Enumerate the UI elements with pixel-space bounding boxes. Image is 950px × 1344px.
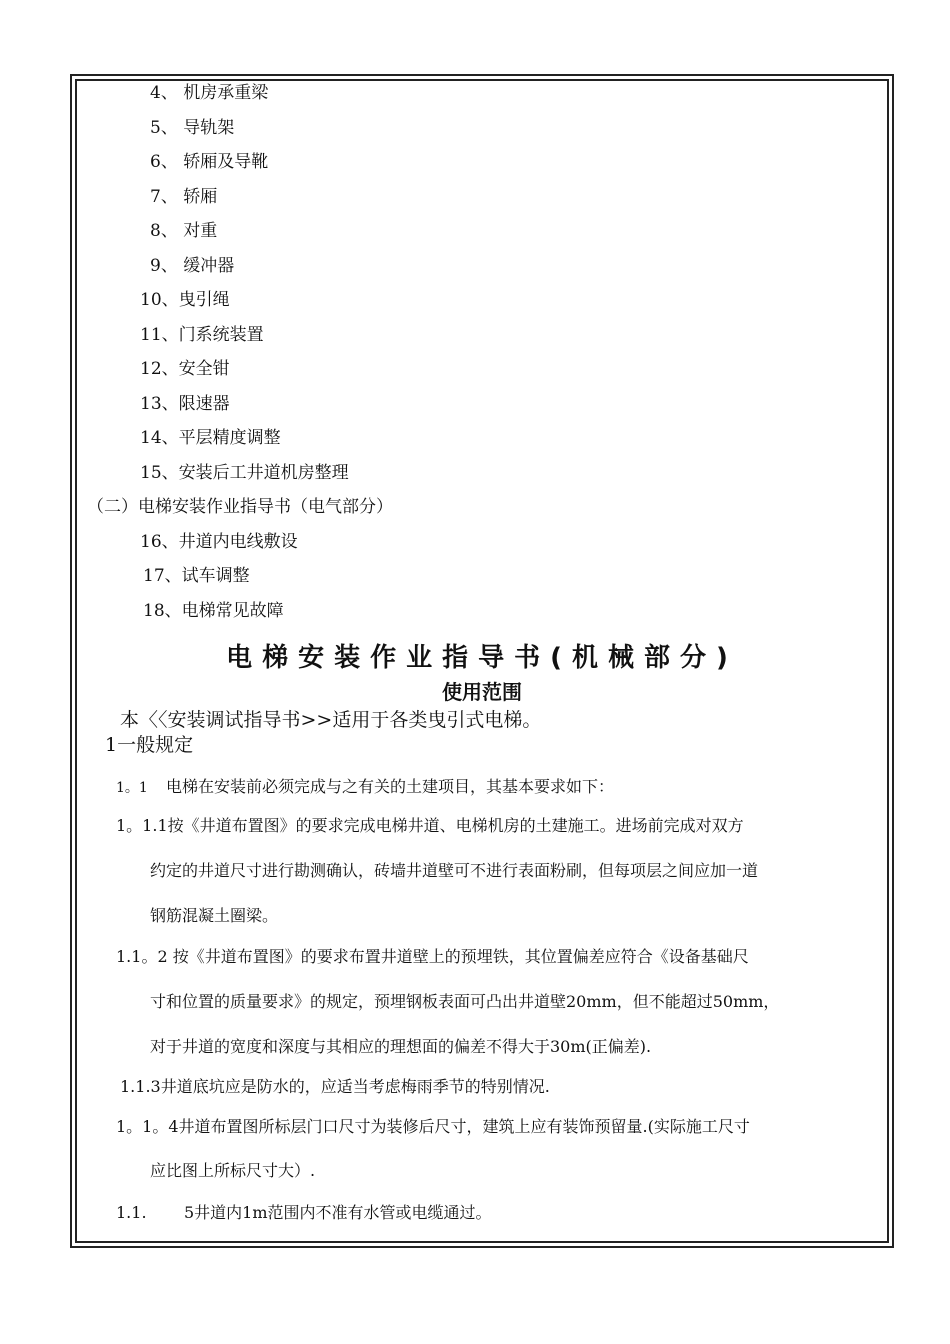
toc-item-17: 17、试车调整 (143, 566, 250, 586)
toc-item-4: 4、 机房承重梁 (150, 83, 269, 103)
clause-1-1-2-line3: 对于井道的宽度和深度与其相应的理想面的偏差不得大于30m(正偏差). (150, 1037, 652, 1056)
toc-item-5: 5、 导轨架 (150, 118, 235, 138)
clause-1-1-number: 1。1 (116, 780, 148, 796)
clause-1-1-3: 1.1.3井道底坑应是防水的，应适当考虑梅雨季节的特别情况. (120, 1077, 550, 1096)
document-title: 电梯安装作业指导书(机械部分) (226, 643, 738, 673)
toc-item-16: 16、井道内电线敷设 (140, 532, 298, 552)
toc-section-electrical: （二）电梯安装作业指导书（电气部分） (87, 497, 393, 517)
toc-item-7: 7、 轿厢 (150, 187, 218, 207)
clause-1-1: 电梯在安装前必须完成与之有关的土建项目，其基本要求如下： (166, 777, 615, 796)
toc-item-15: 15、安装后工井道机房整理 (140, 463, 349, 483)
toc-item-18: 18、电梯常见故障 (143, 601, 284, 621)
clause-1-1-4-line2: 应比图上所标尺寸大）. (150, 1161, 316, 1180)
toc-item-14: 14、平层精度调整 (140, 428, 281, 448)
toc-item-13: 13、限速器 (140, 394, 230, 414)
clause-1-1-4-line1: 1。1。4井道布置图所标层门口尺寸为装修后尺寸，建筑上应有装饰预留量.(实际施工尺寸 (116, 1117, 750, 1136)
clause-1-1-1-line3: 钢筋混凝土圈梁。 (150, 906, 279, 925)
toc-item-8: 8、 对重 (150, 221, 218, 241)
section-subtitle: 使用范围 (442, 680, 522, 704)
intro-paragraph: 本〈〈安装调试指导书>>适用于各类曳引式电梯。 (120, 709, 542, 731)
clause-1-1-5: 5井道内1m范围内不准有水管或电缆通过。 (184, 1203, 492, 1222)
clause-1-1-2-line1: 1.1。2 按《井道布置图》的要求布置井道壁上的预埋铁，其位置偏差应符合《设备基础尺 (116, 947, 749, 966)
toc-item-6: 6、 轿厢及导靴 (150, 152, 269, 172)
toc-item-12: 12、安全钳 (140, 359, 230, 379)
clause-1-1-5-number: 1.1. (116, 1203, 147, 1222)
section-heading: 1一般规定 (105, 734, 194, 756)
toc-item-11: 11、门系统装置 (140, 325, 264, 345)
clause-1-1-1-line1: 1。1.1按《井道布置图》的要求完成电梯井道、电梯机房的土建施工。进场前完成对双方 (116, 816, 744, 835)
clause-1-1-1-line2: 约定的井道尺寸进行勘测确认，砖墙井道壁可不进行表面粉刷，但每项层之间应加一道 (150, 861, 759, 880)
toc-item-9: 9、 缓冲器 (150, 256, 235, 276)
toc-item-10: 10、曳引绳 (140, 290, 230, 310)
clause-1-1-2-line2: 寸和位置的质量要求》的规定，预埋钢板表面可凸出井道壁20mm，但不能超过50mm， (150, 992, 780, 1011)
